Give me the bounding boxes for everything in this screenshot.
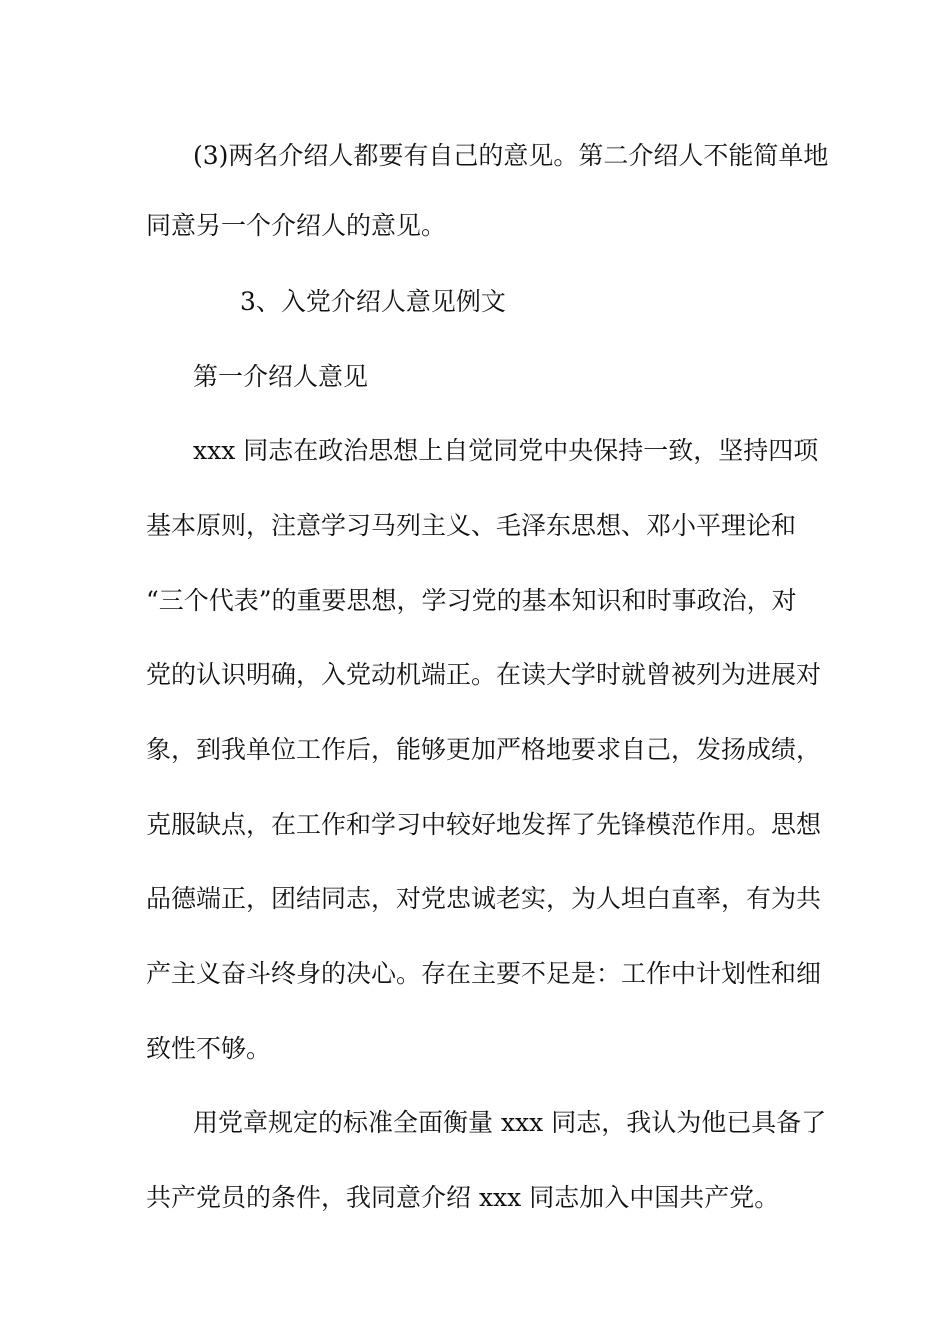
paragraph-line: 基本原则，注意学习马列主义、毛泽东思想、邓小平理论和 bbox=[146, 511, 797, 540]
paragraph-line: (3)两名介绍人都要有自己的意见。第二介绍人不能简单地 bbox=[193, 141, 829, 170]
paragraph-line: 共产党员的条件，我同意介绍 xxx 同志加入中国共产党。 bbox=[146, 1183, 780, 1212]
paragraph-line: 用党章规定的标准全面衡量 xxx 同志，我认为他已具备了 bbox=[193, 1108, 827, 1137]
section-heading: 3、入党介绍人意见例文 bbox=[240, 287, 506, 316]
paragraph-line: “三个代表”的重要思想，学习党的基本知识和时事政治，对 bbox=[146, 586, 797, 615]
paragraph-line: 同意另一个介绍人的意见。 bbox=[146, 211, 447, 240]
paragraph-line: 致性不够。 bbox=[146, 1034, 272, 1063]
paragraph-line: 象，到我单位工作后，能够更加严格地要求自己，发扬成绩， bbox=[146, 735, 822, 764]
paragraph-line: 产主义奋斗终身的决心。存在主要不足是：工作中计划性和细 bbox=[146, 959, 822, 988]
paragraph-line: 品德端正，团结同志，对党忠诚老实，为人坦白直率，有为共 bbox=[146, 884, 822, 913]
paragraph-line: xxx 同志在政治思想上自觉同党中央保持一致，坚持四项 bbox=[193, 436, 819, 465]
paragraph-line: 党的认识明确，入党动机端正。在读大学时就曾被列为进展对 bbox=[146, 660, 822, 689]
paragraph-line: 克服缺点，在工作和学习中较好地发挥了先锋模范作用。思想 bbox=[146, 810, 822, 839]
subheading: 第一介绍人意见 bbox=[193, 362, 369, 391]
